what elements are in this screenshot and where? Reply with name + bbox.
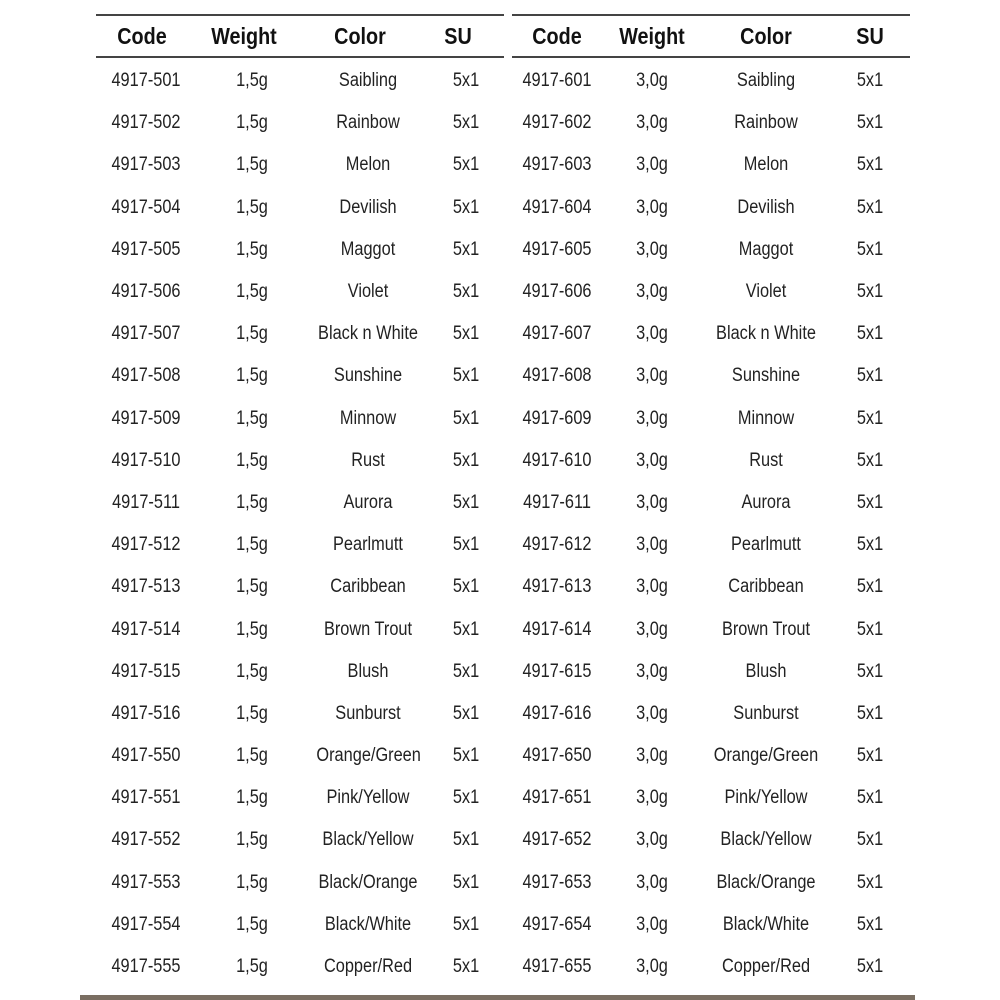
cell-color: Black/Orange xyxy=(716,871,816,893)
cell-code: 4917-611 xyxy=(523,491,591,513)
table-row xyxy=(512,524,910,566)
cell-code: 4917-608 xyxy=(522,365,592,387)
header-code: Code xyxy=(532,22,582,49)
cell-weight: 1,5g xyxy=(236,829,268,851)
cell-su: 5x1 xyxy=(452,407,480,429)
cell-weight: 1,5g xyxy=(236,618,268,640)
cell-su: 5x1 xyxy=(856,787,884,809)
cell-su: 5x1 xyxy=(452,956,480,978)
cell-weight: 1,5g xyxy=(236,576,268,598)
cell-color: Minnow xyxy=(339,407,397,429)
cell-code: 4917-554 xyxy=(111,913,181,935)
cell-code: 4917-503 xyxy=(111,154,181,176)
cell-weight: 3,0g xyxy=(636,913,668,935)
table-body xyxy=(512,60,910,988)
table-row xyxy=(512,608,910,650)
header-su: SU xyxy=(444,22,472,49)
cell-code: 4917-508 xyxy=(111,365,181,387)
cell-color: Copper/Red xyxy=(721,956,811,978)
cell-color: Blush xyxy=(745,660,787,682)
cell-code: 4917-516 xyxy=(111,702,181,724)
cell-code: 4917-512 xyxy=(111,534,181,556)
table-row xyxy=(96,229,504,271)
cell-su: 5x1 xyxy=(856,745,884,767)
cell-color: Blush xyxy=(347,660,389,682)
cell-color: Pearlmutt xyxy=(333,534,403,556)
cell-weight: 3,0g xyxy=(636,576,668,598)
cell-color: Black/Yellow xyxy=(322,829,414,851)
cell-code: 4917-513 xyxy=(111,576,181,598)
table-header xyxy=(512,16,910,58)
cell-su: 5x1 xyxy=(856,154,884,176)
cell-color: Rust xyxy=(351,449,385,471)
cell-su: 5x1 xyxy=(856,913,884,935)
table-row xyxy=(512,946,910,988)
cell-su: 5x1 xyxy=(856,238,884,260)
cell-color: Violet xyxy=(347,281,389,303)
cell-color: Black/White xyxy=(722,913,810,935)
cell-color: Rainbow xyxy=(734,112,798,134)
cell-su: 5x1 xyxy=(452,871,480,893)
cell-code: 4917-550 xyxy=(111,745,181,767)
cell-su: 5x1 xyxy=(452,829,480,851)
table-row xyxy=(96,144,504,186)
table-row xyxy=(512,482,910,524)
cell-color: Black/Yellow xyxy=(720,829,812,851)
cell-weight: 1,5g xyxy=(236,407,268,429)
header-code: Code xyxy=(117,22,167,49)
cell-weight: 3,0g xyxy=(636,534,668,556)
table-row xyxy=(512,440,910,482)
cell-color: Sunshine xyxy=(731,365,801,387)
cell-su: 5x1 xyxy=(856,196,884,218)
table-row xyxy=(512,819,910,861)
cell-su: 5x1 xyxy=(452,112,480,134)
cell-su: 5x1 xyxy=(452,196,480,218)
cell-code: 4917-613 xyxy=(522,576,592,598)
table-row xyxy=(96,102,504,144)
cell-weight: 3,0g xyxy=(636,871,668,893)
table-row xyxy=(512,60,910,102)
cell-code: 4917-505 xyxy=(111,238,181,260)
cell-code: 4917-603 xyxy=(522,154,592,176)
cell-code: 4917-615 xyxy=(522,660,592,682)
cell-su: 5x1 xyxy=(452,323,480,345)
table-row xyxy=(512,862,910,904)
cell-su: 5x1 xyxy=(856,702,884,724)
table-row xyxy=(512,735,910,777)
header-weight: Weight xyxy=(619,22,685,49)
cell-su: 5x1 xyxy=(452,238,480,260)
cell-weight: 3,0g xyxy=(636,660,668,682)
cell-weight: 1,5g xyxy=(236,70,268,92)
cell-weight: 1,5g xyxy=(236,154,268,176)
cell-code: 4917-552 xyxy=(111,829,181,851)
cell-su: 5x1 xyxy=(856,323,884,345)
table-row xyxy=(96,482,504,524)
header-color: Color xyxy=(740,22,792,49)
cell-color: Black/Orange xyxy=(318,871,418,893)
cell-code: 4917-551 xyxy=(111,787,181,809)
header-color: Color xyxy=(334,22,386,49)
cell-code: 4917-504 xyxy=(111,196,181,218)
cell-weight: 1,5g xyxy=(236,913,268,935)
cell-su: 5x1 xyxy=(856,449,884,471)
cell-su: 5x1 xyxy=(452,449,480,471)
cell-weight: 3,0g xyxy=(636,154,668,176)
cell-code: 4917-651 xyxy=(522,787,592,809)
cell-code: 4917-616 xyxy=(522,702,592,724)
cell-weight: 1,5g xyxy=(236,787,268,809)
cell-code: 4917-605 xyxy=(522,238,592,260)
table-row xyxy=(96,440,504,482)
cell-weight: 1,5g xyxy=(236,238,268,260)
cell-color: Orange/Green xyxy=(316,745,421,767)
cell-code: 4917-607 xyxy=(522,323,592,345)
table-header xyxy=(96,16,504,58)
cell-color: Copper/Red xyxy=(323,956,413,978)
table-row xyxy=(96,735,504,777)
cell-code: 4917-650 xyxy=(522,745,592,767)
cell-color: Caribbean xyxy=(728,576,804,598)
right-table xyxy=(512,14,910,988)
cell-su: 5x1 xyxy=(856,618,884,640)
cell-code: 4917-510 xyxy=(111,449,181,471)
cell-color: Sunburst xyxy=(733,702,799,724)
cell-code: 4917-553 xyxy=(111,871,181,893)
cell-weight: 1,5g xyxy=(236,871,268,893)
cell-color: Devilish xyxy=(737,196,795,218)
table-row xyxy=(96,693,504,735)
cell-color: Devilish xyxy=(339,196,397,218)
table-row xyxy=(96,946,504,988)
cell-code: 4917-601 xyxy=(522,70,592,92)
cell-su: 5x1 xyxy=(856,70,884,92)
cell-color: Rust xyxy=(749,449,783,471)
table-row xyxy=(512,187,910,229)
bottom-rule xyxy=(80,995,915,1000)
cell-code: 4917-555 xyxy=(111,956,181,978)
cell-su: 5x1 xyxy=(452,154,480,176)
cell-weight: 3,0g xyxy=(636,281,668,303)
cell-color: Black/White xyxy=(324,913,412,935)
table-row xyxy=(512,693,910,735)
cell-su: 5x1 xyxy=(452,913,480,935)
cell-weight: 1,5g xyxy=(236,956,268,978)
cell-code: 4917-506 xyxy=(111,281,181,303)
cell-code: 4917-654 xyxy=(522,913,592,935)
cell-color: Saibling xyxy=(338,70,398,92)
table-row xyxy=(96,608,504,650)
cell-su: 5x1 xyxy=(856,491,884,513)
cell-code: 4917-515 xyxy=(111,660,181,682)
cell-code: 4917-501 xyxy=(111,70,181,92)
table-body xyxy=(96,60,504,988)
cell-code: 4917-652 xyxy=(522,829,592,851)
cell-weight: 3,0g xyxy=(636,365,668,387)
table-row xyxy=(512,313,910,355)
cell-color: Brown Trout xyxy=(721,618,811,640)
cell-code: 4917-511 xyxy=(112,491,180,513)
cell-color: Aurora xyxy=(741,491,791,513)
cell-su: 5x1 xyxy=(452,491,480,513)
cell-code: 4917-609 xyxy=(522,407,592,429)
cell-su: 5x1 xyxy=(452,745,480,767)
table-row xyxy=(512,144,910,186)
table-row xyxy=(96,187,504,229)
cell-weight: 1,5g xyxy=(236,534,268,556)
cell-su: 5x1 xyxy=(452,787,480,809)
cell-weight: 1,5g xyxy=(236,112,268,134)
cell-color: Violet xyxy=(745,281,787,303)
cell-su: 5x1 xyxy=(452,576,480,598)
cell-weight: 3,0g xyxy=(636,702,668,724)
cell-color: Rainbow xyxy=(336,112,400,134)
table-row xyxy=(512,777,910,819)
table-row xyxy=(512,102,910,144)
cell-code: 4917-612 xyxy=(522,534,592,556)
table-row xyxy=(512,271,910,313)
cell-color: Minnow xyxy=(737,407,795,429)
cell-code: 4917-507 xyxy=(111,323,181,345)
cell-weight: 3,0g xyxy=(636,407,668,429)
table-row xyxy=(96,862,504,904)
cell-color: Brown Trout xyxy=(323,618,413,640)
cell-code: 4917-602 xyxy=(522,112,592,134)
table-row xyxy=(96,60,504,102)
cell-su: 5x1 xyxy=(856,660,884,682)
cell-weight: 1,5g xyxy=(236,281,268,303)
table-row xyxy=(96,777,504,819)
table-row xyxy=(512,229,910,271)
cell-su: 5x1 xyxy=(452,70,480,92)
cell-code: 4917-509 xyxy=(111,407,181,429)
table-row xyxy=(96,313,504,355)
cell-code: 4917-502 xyxy=(111,112,181,134)
cell-color: Pink/Yellow xyxy=(724,787,808,809)
cell-weight: 3,0g xyxy=(636,829,668,851)
table-row xyxy=(96,524,504,566)
cell-color: Black n White xyxy=(318,323,418,345)
table-row xyxy=(96,819,504,861)
cell-weight: 1,5g xyxy=(236,323,268,345)
cell-weight: 3,0g xyxy=(636,70,668,92)
cell-color: Saibling xyxy=(736,70,796,92)
cell-color: Maggot xyxy=(340,238,396,260)
table-row xyxy=(512,398,910,440)
cell-weight: 3,0g xyxy=(636,491,668,513)
cell-su: 5x1 xyxy=(856,281,884,303)
cell-weight: 3,0g xyxy=(636,787,668,809)
cell-color: Black n White xyxy=(716,323,816,345)
header-su: SU xyxy=(856,22,884,49)
table-row xyxy=(96,398,504,440)
cell-su: 5x1 xyxy=(856,576,884,598)
table-row xyxy=(96,271,504,313)
cell-weight: 1,5g xyxy=(236,491,268,513)
cell-su: 5x1 xyxy=(856,534,884,556)
table-row xyxy=(96,904,504,946)
cell-code: 4917-655 xyxy=(522,956,592,978)
table-row xyxy=(96,651,504,693)
cell-weight: 1,5g xyxy=(236,702,268,724)
cell-weight: 3,0g xyxy=(636,449,668,471)
cell-su: 5x1 xyxy=(452,660,480,682)
left-table xyxy=(96,14,504,988)
cell-su: 5x1 xyxy=(856,365,884,387)
cell-su: 5x1 xyxy=(452,618,480,640)
cell-weight: 1,5g xyxy=(236,365,268,387)
cell-weight: 3,0g xyxy=(636,745,668,767)
cell-color: Pink/Yellow xyxy=(326,787,410,809)
cell-color: Melon xyxy=(743,154,789,176)
cell-weight: 3,0g xyxy=(636,618,668,640)
cell-weight: 3,0g xyxy=(636,323,668,345)
cell-color: Sunburst xyxy=(335,702,401,724)
cell-code: 4917-653 xyxy=(522,871,592,893)
cell-weight: 3,0g xyxy=(636,956,668,978)
cell-weight: 1,5g xyxy=(236,196,268,218)
cell-color: Aurora xyxy=(343,491,393,513)
cell-color: Caribbean xyxy=(330,576,406,598)
cell-su: 5x1 xyxy=(452,281,480,303)
cell-weight: 1,5g xyxy=(236,449,268,471)
table-row xyxy=(512,904,910,946)
table-row xyxy=(512,355,910,397)
cell-weight: 3,0g xyxy=(636,196,668,218)
table-row xyxy=(512,651,910,693)
cell-weight: 3,0g xyxy=(636,238,668,260)
cell-code: 4917-514 xyxy=(111,618,181,640)
cell-su: 5x1 xyxy=(452,365,480,387)
cell-code: 4917-604 xyxy=(522,196,592,218)
cell-su: 5x1 xyxy=(856,112,884,134)
cell-su: 5x1 xyxy=(856,871,884,893)
cell-su: 5x1 xyxy=(452,534,480,556)
table-row xyxy=(512,566,910,608)
table-row xyxy=(96,566,504,608)
cell-weight: 1,5g xyxy=(236,745,268,767)
cell-code: 4917-606 xyxy=(522,281,592,303)
cell-color: Melon xyxy=(345,154,391,176)
cell-code: 4917-614 xyxy=(522,618,592,640)
header-weight: Weight xyxy=(211,22,277,49)
cell-su: 5x1 xyxy=(452,702,480,724)
cell-su: 5x1 xyxy=(856,829,884,851)
table-row xyxy=(96,355,504,397)
cell-weight: 1,5g xyxy=(236,660,268,682)
cell-color: Orange/Green xyxy=(713,745,819,767)
cell-color: Maggot xyxy=(738,238,794,260)
cell-code: 4917-610 xyxy=(522,449,592,471)
cell-su: 5x1 xyxy=(856,956,884,978)
cell-color: Sunshine xyxy=(333,365,403,387)
cell-weight: 3,0g xyxy=(636,112,668,134)
cell-su: 5x1 xyxy=(856,407,884,429)
cell-color: Pearlmutt xyxy=(731,534,801,556)
